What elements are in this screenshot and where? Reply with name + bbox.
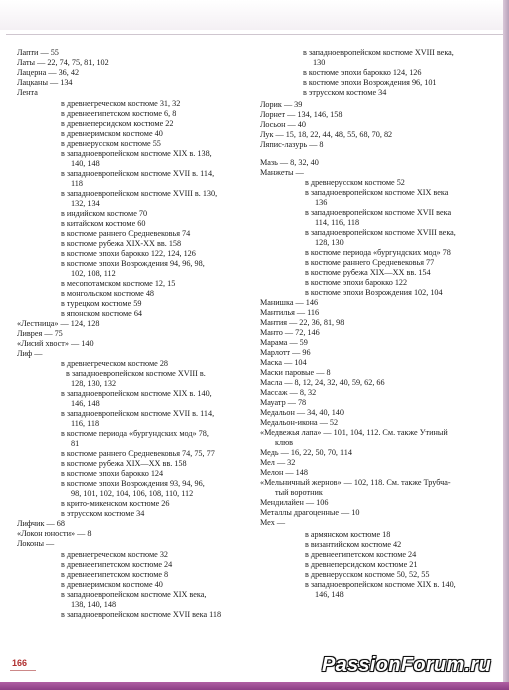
index-left-entry: в китайском костюме 60 [61, 219, 146, 228]
index-right-entry: Масла — 8, 12, 24, 32, 40, 59, 62, 66 [260, 378, 385, 387]
index-left-entry: Латы — 22, 74, 75, 81, 102 [17, 58, 109, 67]
index-right-entry: в византийском костюме 42 [305, 540, 402, 549]
index-right-entry: Мауатр — 78 [260, 398, 307, 407]
index-right-entry: Марлотт — 96 [260, 348, 311, 357]
index-left-entry: 118 [71, 179, 83, 188]
index-left-entry: в западноевропейском костюме XVIII в. 130, [61, 189, 218, 198]
index-left-entry: в костюме эпохи барокко 124 [61, 469, 164, 478]
index-right-entry: Манжеты — [260, 168, 304, 177]
index-right-entry: в древнерусском костюме 50, 52, 55 [305, 570, 430, 579]
index-left-entry: в японском костюме 64 [61, 309, 143, 318]
index-left-entry: в индийском костюме 70 [61, 209, 148, 218]
index-right-entry: Лорик — 39 [260, 100, 303, 109]
index-left-entry: 132, 134 [71, 199, 100, 208]
index-left-entry: Локоны — [17, 539, 55, 548]
index-right-entry: Ляпис-лазурь — 8 [260, 140, 324, 149]
index-right-entry: в западноевропейском костюме XVII века [305, 208, 452, 217]
index-left-entry: в костюме периода «бургундских мод» 78, [61, 429, 209, 438]
index-left-entry: в древнегреческом костюме 28 [61, 359, 169, 368]
index-left-entry: в древнегреческом костюме 31, 32 [61, 99, 181, 108]
index-right-entry: в костюме раннего Средневековья 77 [305, 258, 435, 267]
index-left-entry: 146, 148 [71, 399, 100, 408]
index-left-entry: 98, 101, 102, 104, 106, 108, 110, 112 [71, 489, 194, 498]
index-left-entry: «Лестница» — 124, 128 [17, 319, 100, 328]
index-left-entry: в костюме эпохи барокко 122, 124, 126 [61, 249, 196, 258]
index-right-entry: 130 [313, 58, 326, 67]
index-right-entry: Мазь — 8, 32, 40 [260, 158, 319, 167]
index-left-entry: в крито-микенском костюме 26 [61, 499, 170, 508]
index-right-entry: в древнеегипетском костюме 24 [305, 550, 417, 559]
index-right-entry: в костюме периода «бургундских мод» 78 [305, 248, 451, 257]
index-right-entry: клюв [275, 438, 294, 447]
index-left-entry: в западноевропейском костюме XVIII в. [66, 369, 206, 378]
index-left-entry: в древнеегипетском костюме 6, 8 [61, 109, 177, 118]
index-right-entry: Мех — [260, 518, 286, 527]
index-left-entry: Лацерна — 36, 42 [17, 68, 80, 77]
index-right-entry: Лук — 15, 18, 22, 44, 48, 55, 68, 70, 82 [260, 130, 393, 139]
index-left-entry: в костюме раннего Средневековья 74, 75, 77 [61, 449, 215, 458]
index-left-entry: в костюме рубежа XIX-XX вв. 158 [61, 239, 182, 248]
index-left-entry: в турецком костюме 59 [61, 299, 142, 308]
page-number-rule [10, 670, 36, 671]
index-right-entry: Мантилья — 116 [260, 308, 320, 317]
index-right-entry: Медь — 16, 22, 50, 70, 114 [260, 448, 352, 457]
index-right-entry: Мелон — 148 [260, 468, 308, 477]
index-right-entry: Маски паровые — 8 [260, 368, 331, 377]
index-left-entry: 116, 118 [71, 419, 100, 428]
index-right-entry: в костюме эпохи Возрождения 102, 104 [305, 288, 443, 297]
index-right-entry: в западноевропейском костюме XIX века [305, 188, 449, 197]
index-right-entry: в западноевропейском костюме XVIII века, [303, 48, 454, 57]
index-left-entry: Ливрея — 75 [17, 329, 63, 338]
index-left-entry: 140, 148 [71, 159, 100, 168]
index-right-entry: 136 [315, 198, 328, 207]
index-left-entry: в древнеегипетском костюме 8 [61, 570, 169, 579]
right-edge-strip [503, 0, 509, 690]
index-left-entry: в западноевропейском костюме XIX в. 140, [61, 389, 212, 398]
index-left-entry: в костюме эпохи Возрождения 94, 96, 98, [61, 259, 205, 268]
index-left-entry: Лацканы — 134 [17, 78, 73, 87]
index-right-entry: в армянском костюме 18 [305, 530, 391, 539]
index-left-entry: в костюме эпохи Возрождения 93, 94, 96, [61, 479, 205, 488]
index-right-entry: Мантия — 22, 36, 81, 98 [260, 318, 345, 327]
index-right-entry: Лорнет — 134, 146, 158 [260, 110, 343, 119]
index-right-entry: 128, 130 [315, 238, 344, 247]
index-left-entry: Лиф — [17, 349, 43, 358]
index-left-entry: 102, 108, 112 [71, 269, 116, 278]
index-left-entry: в древнеримском костюме 40 [61, 129, 163, 138]
index-right-entry: Массаж — 8, 32 [260, 388, 317, 397]
index-right-entry: в костюме эпохи барокко 122 [305, 278, 408, 287]
index-right-entry: Медальон-икона — 52 [260, 418, 339, 427]
page-top-band [0, 0, 509, 30]
index-left-entry: в этрусском костюме 34 [61, 509, 145, 518]
index-left-entry: в костюме раннего Средневековья 74 [61, 229, 191, 238]
index-right-entry: «Мельничный жернов» — 102, 118. См. также Трубча- [260, 478, 451, 487]
index-right-entry: тый воротник [275, 488, 323, 497]
index-right-entry: в западноевропейском костюме XVIII века, [305, 228, 456, 237]
index-left-entry: Лифчик — 68 [17, 519, 65, 528]
page-number: 166 [12, 658, 28, 668]
index-left-entry: в западноевропейском костюме XVII в. 114, [61, 169, 215, 178]
index-left-entry: Лента [17, 88, 38, 97]
index-right-entry: в древнерусском костюме 52 [305, 178, 405, 187]
index-right-entry: Маска — 104 [260, 358, 307, 367]
index-left-entry: в месопотамском костюме 12, 15 [61, 279, 176, 288]
top-rule [6, 34, 503, 35]
index-left-entry: «Лисий хвост» — 140 [17, 339, 94, 348]
index-left-entry: в древнеримском костюме 40 [61, 580, 163, 589]
index-right-entry: Металлы драгоценные — 10 [260, 508, 360, 517]
index-left-entry: в монгольском костюме 48 [61, 289, 155, 298]
index-right-entry: Мел — 32 [260, 458, 296, 467]
index-right-entry: Медальон — 34, 40, 140 [260, 408, 344, 417]
index-left-entry: в костюме рубежа XIX—XX вв. 158 [61, 459, 187, 468]
index-left-entry: в западноевропейском костюме XVII в. 114, [61, 409, 215, 418]
index-right-entry: Марама — 59 [260, 338, 308, 347]
index-right-entry: в костюме эпохи барокко 124, 126 [303, 68, 422, 77]
index-right-entry: Манто — 72, 146 [260, 328, 320, 337]
index-left-entry: Лапти — 55 [17, 48, 59, 57]
index-right-entry: в древнеперсидском костюме 21 [305, 560, 418, 569]
index-right-entry: 114, 116, 118 [315, 218, 360, 227]
index-right-entry: 146, 148 [315, 590, 344, 599]
index-right-entry: в западноевропейском костюме XIX в. 140, [305, 580, 456, 589]
bottom-band [0, 682, 509, 690]
index-right-entry: в костюме эпохи Возрождения 96, 101 [303, 78, 437, 87]
index-right-entry: в этрусском костюме 34 [303, 88, 387, 97]
index-left-entry: «Локон юности» — 8 [17, 529, 92, 538]
index-right-entry: «Медвежья лапа» — 101, 104, 112. См. также Утиный [260, 428, 448, 437]
index-right-entry: в костюме рубежа XIX—XX вв. 154 [305, 268, 431, 277]
watermark-logo: PassionForum.ru [322, 654, 491, 676]
index-left-entry: в западноевропейском костюме XVII века 118 [61, 610, 222, 619]
index-left-entry: в древнеперсидском костюме 22 [61, 119, 174, 128]
index-right-entry: Манишка — 146 [260, 298, 319, 307]
index-left-entry: в древнерусском костюме 55 [61, 139, 161, 148]
index-left-entry: в западноевропейском костюме XIX века, [61, 590, 207, 599]
index-left-entry: в древнеегипетском костюме 24 [61, 560, 173, 569]
index-left-entry: 128, 130, 132 [71, 379, 117, 388]
index-left-entry: в западноевропейском костюме XIX в. 138, [61, 149, 212, 158]
index-left-entry: в древнегреческом костюме 32 [61, 550, 169, 559]
index-left-entry: 138, 140, 148 [71, 600, 117, 609]
index-right-entry: Лосьон — 40 [260, 120, 306, 129]
index-left-entry: 81 [71, 439, 80, 448]
index-right-entry: Мендилайен — 106 [260, 498, 329, 507]
